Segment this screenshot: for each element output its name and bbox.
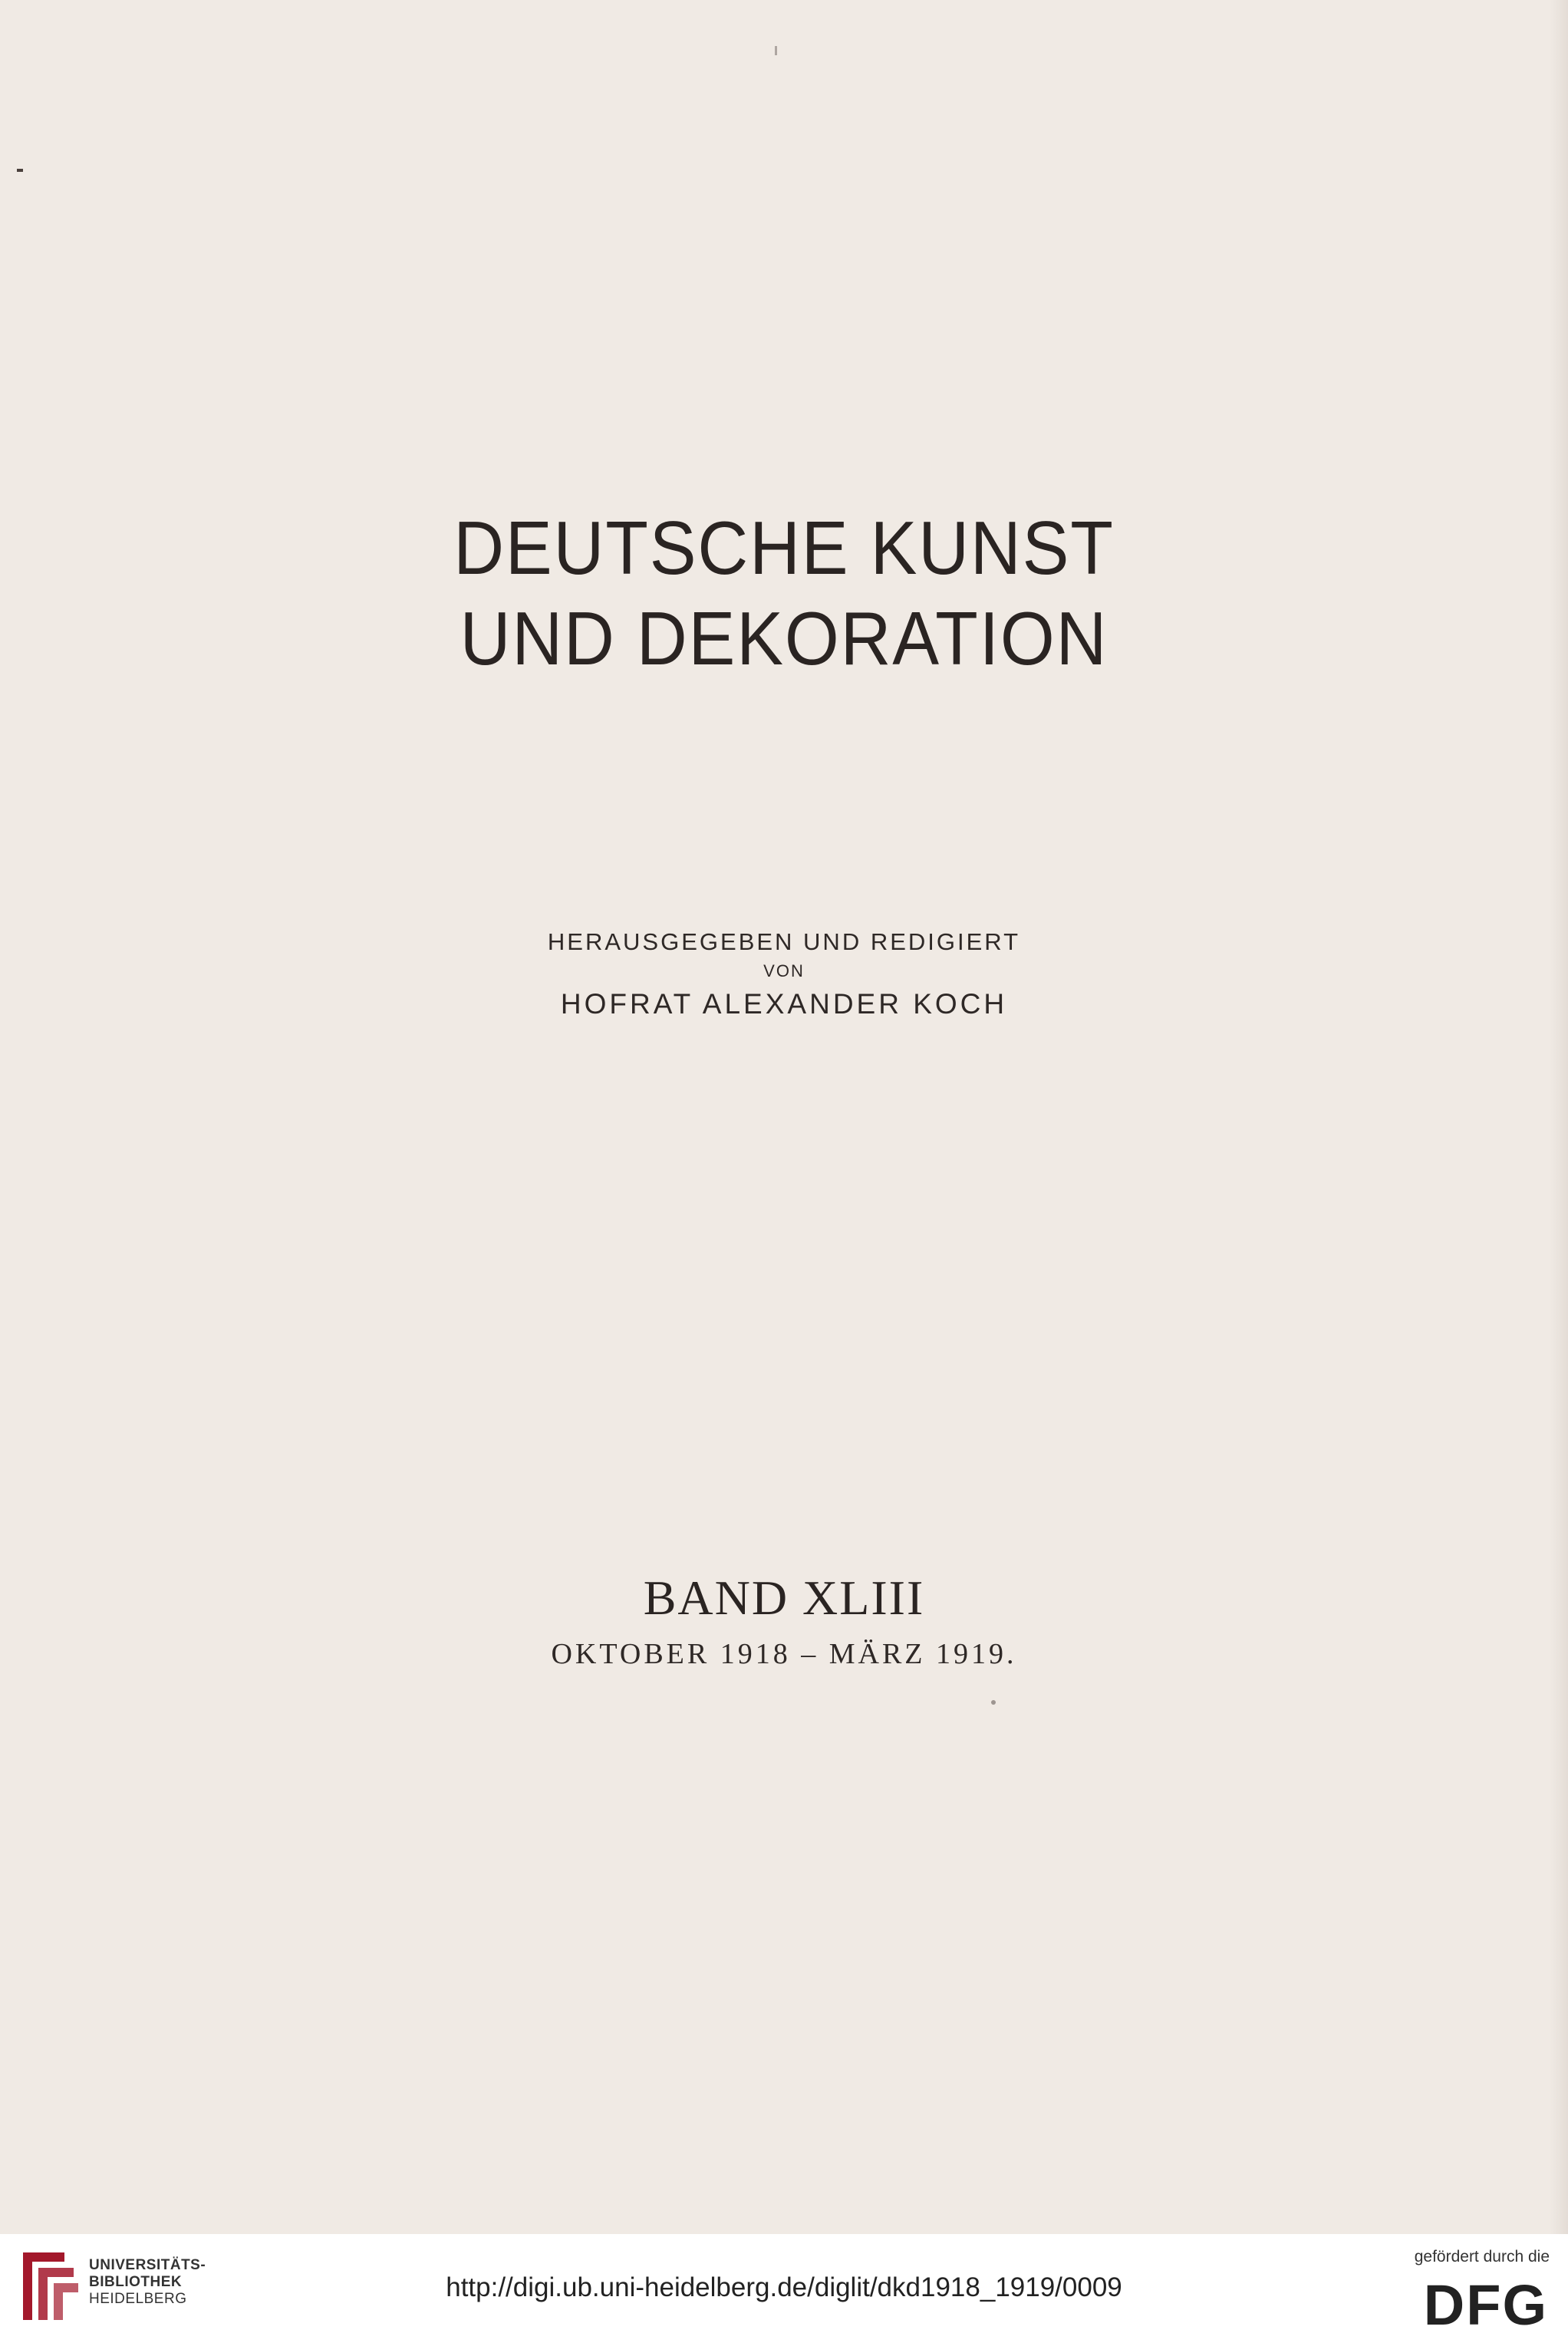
scan-speck [775, 46, 777, 55]
library-name-line-3: HEIDELBERG [89, 2291, 187, 2307]
editor-credit [0, 924, 1568, 1026]
dfg-logo: DFG [1423, 2273, 1548, 2337]
volume-dates: OKTOBER 1918 – MÄRZ 1919. [551, 1638, 1017, 1670]
title-line-2: UND DEKORATION [460, 596, 1108, 680]
digitization-footer [0, 2234, 1568, 2343]
scan-speck [991, 1700, 996, 1705]
editor-credit-line-2: VON [763, 961, 805, 980]
page-edge-shadow [1550, 0, 1568, 2234]
publication-title [0, 503, 1568, 684]
editor-name: HOFRAT ALEXANDER KOCH [560, 988, 1008, 1020]
scan-speck [17, 169, 23, 172]
title-line-1: DEUTSCHE KUNST [453, 506, 1115, 590]
editor-credit-line-1: HERAUSGEGEBEN UND REDIGIERT [547, 928, 1021, 955]
volume-number: BAND XLIII [643, 1570, 925, 1625]
library-name-line-1: UNIVERSITÄTS- [89, 2257, 206, 2273]
library-name-line-2: BIBLIOTHEK [89, 2274, 183, 2290]
volume-info [0, 1565, 1568, 1677]
permalink-url[interactable]: http://digi.ub.uni-heidelberg.de/diglit/dkd1918_1919/0009 [446, 2272, 1122, 2302]
funding-caption: gefördert durch die [1414, 2248, 1550, 2266]
